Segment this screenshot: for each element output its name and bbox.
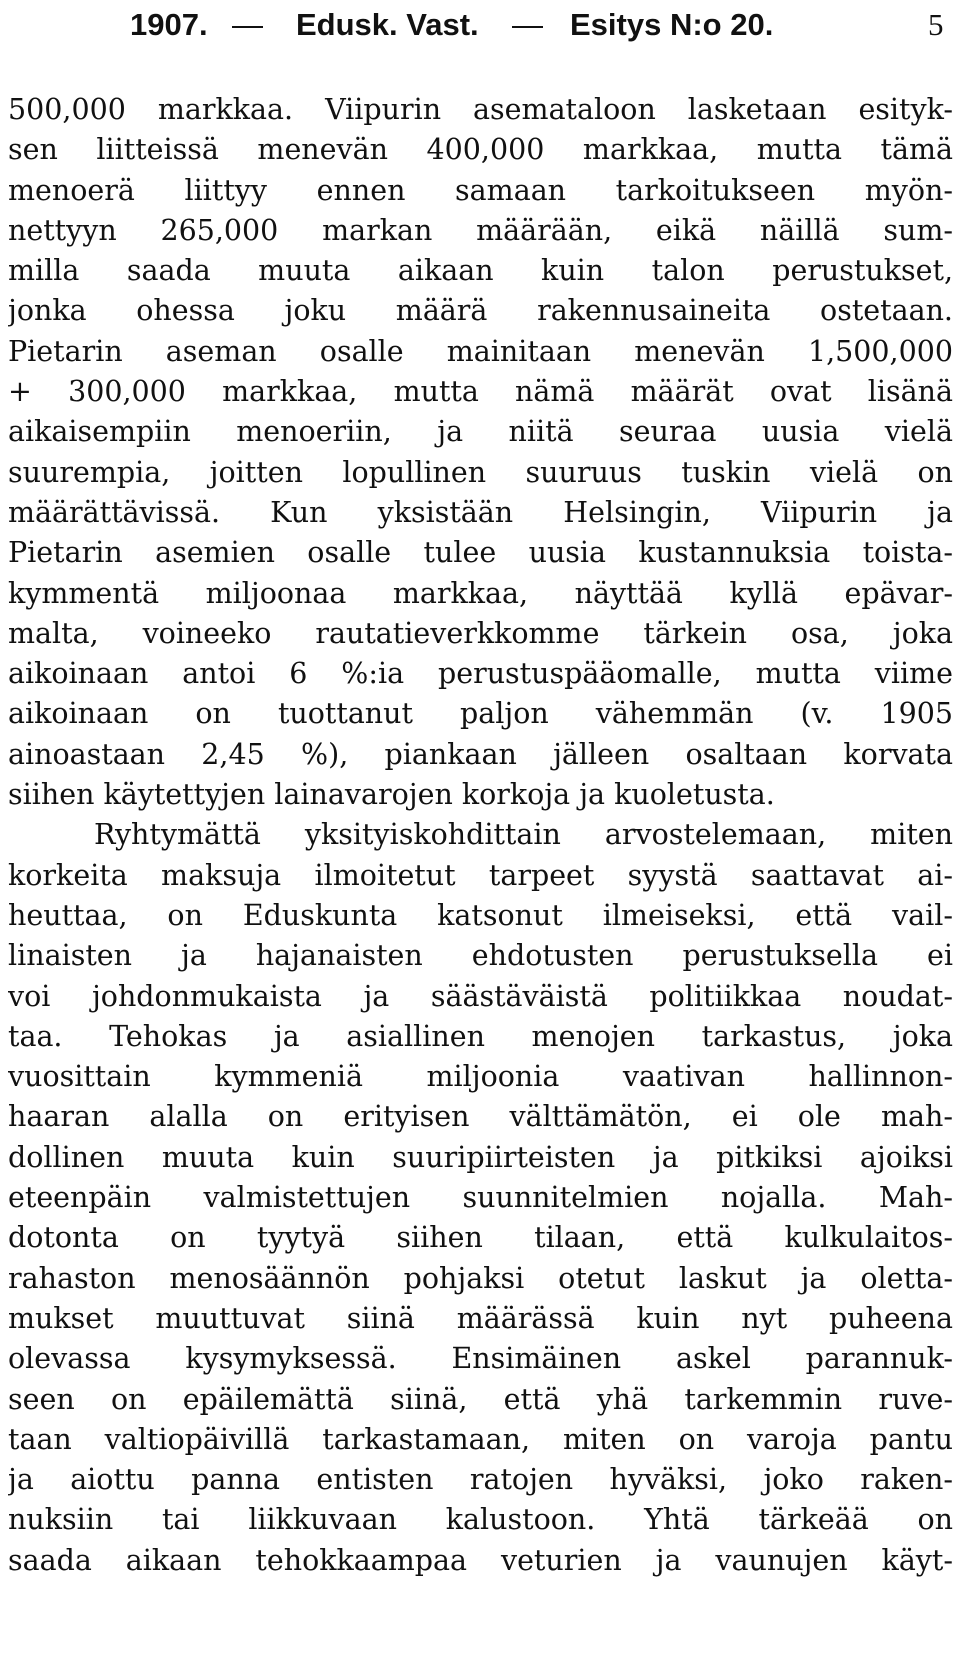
text-line: aikaisempiin menoeriin, ja niitä seuraa uusia vielä bbox=[8, 415, 953, 449]
text-line: aikoinaan antoi 6 %:ia perustuspääomalle, mutta viime bbox=[8, 657, 953, 691]
text-line: ja aiottu panna entisten ratojen hyväksi, joko raken- bbox=[8, 1463, 953, 1497]
text-line: jonka ohessa joku määrä rakennusaineita ostetaan. bbox=[8, 294, 953, 328]
text-line: rahaston menosäännön pohjaksi otetut laskut ja oletta- bbox=[8, 1261, 953, 1295]
text-line: suurempia, joitten lopullinen suuruus tuskin vielä on bbox=[8, 455, 953, 489]
text-line: seen on epäilemättä siinä, että yhä tarkemmin ruve- bbox=[8, 1382, 953, 1416]
text-line: 500,000 markkaa. Viipurin asemataloon lasketaan esityk- bbox=[8, 93, 953, 126]
header-dash: — bbox=[232, 7, 263, 42]
text-line: dotonta on tyytyä siihen tilaan, että kulkulaitos- bbox=[8, 1221, 953, 1255]
text-line: mukset muuttuvat siinä määrässä kuin nyt puheena bbox=[8, 1301, 953, 1335]
text-line: malta, voineeko rautatieverkkomme tärkein osa, joka bbox=[8, 616, 953, 650]
running-header bbox=[0, 0, 960, 50]
text-line: nettyyn 265,000 markan määrään, eikä näillä sum- bbox=[8, 213, 953, 247]
text-line: aikoinaan on tuottanut paljon vähemmän (v. 1905 bbox=[8, 697, 953, 731]
text-line: taan valtiopäivillä tarkastamaan, miten on varoja pantu bbox=[8, 1422, 953, 1456]
text-line: sen liitteissä menevän 400,000 markkaa, mutta tämä bbox=[8, 133, 953, 167]
text-line: voi johdonmukaista ja säästäväistä politiikkaa noudat- bbox=[8, 979, 953, 1013]
header-dash: — bbox=[512, 7, 543, 42]
text-line: kymmentä miljoonaa markkaa, näyttää kyllä epävar- bbox=[8, 576, 953, 610]
header-proposal-number: Esitys N:o 20. bbox=[570, 7, 774, 42]
text-line: määrättävissä. Kun yksistään Helsingin, Viipurin ja bbox=[8, 495, 953, 529]
text-line: eteenpäin valmistettujen suunnitelmien nojalla. Mah- bbox=[8, 1181, 953, 1215]
text-line: siihen käytettyjen lainavarojen korkoja ja kuoletusta. bbox=[8, 778, 775, 812]
text-line: korkeita maksuja ilmoitetut tarpeet syystä saattavat ai- bbox=[8, 858, 953, 892]
text-line: haaran alalla on erityisen välttämätön, ei ole mah- bbox=[8, 1100, 953, 1134]
text-line: saada aikaan tehokkaampaa veturien ja vaunujen käyt- bbox=[8, 1543, 953, 1577]
header-year: 1907. bbox=[130, 7, 208, 42]
text-line: + 300,000 markkaa, mutta nämä määrät ovat lisänä bbox=[8, 375, 953, 409]
text-line: milla saada muuta aikaan kuin talon perustukset, bbox=[8, 254, 953, 288]
text-line: Ryhtymättä yksityiskohdittain arvostelemaan, miten bbox=[94, 818, 953, 852]
text-line: linaisten ja hajanaisten ehdotusten perustuksella ei bbox=[8, 939, 953, 973]
text-line: Pietarin aseman osalle mainitaan menevän 1,500,000 bbox=[8, 334, 953, 368]
text-line: olevassa kysymyksessä. Ensimäinen askel parannuk- bbox=[8, 1342, 953, 1376]
text-line: heuttaa, on Eduskunta katsonut ilmeiseksi, että vail- bbox=[8, 898, 953, 932]
text-line: menoerä liittyy ennen samaan tarkoitukseen myön- bbox=[8, 173, 953, 207]
body-text bbox=[8, 90, 953, 1581]
text-line: Pietarin asemien osalle tulee uusia kustannuksia toista- bbox=[8, 536, 953, 570]
text-line: ainoastaan 2,45 %), piankaan jälleen osaltaan korvata bbox=[8, 737, 953, 771]
text-line: taa. Tehokas ja asiallinen menojen tarkastus, joka bbox=[8, 1019, 953, 1053]
text-line: dollinen muuta kuin suuripiirteisten ja pitkiksi ajoiksi bbox=[8, 1140, 953, 1174]
header-title: Edusk. Vast. bbox=[296, 7, 479, 42]
text-line: nuksiin tai liikkuvaan kalustoon. Yhtä tärkeää on bbox=[8, 1503, 953, 1537]
text-line: vuosittain kymmeniä miljoonia vaativan hallinnon- bbox=[8, 1060, 953, 1094]
page-number: 5 bbox=[928, 7, 944, 42]
